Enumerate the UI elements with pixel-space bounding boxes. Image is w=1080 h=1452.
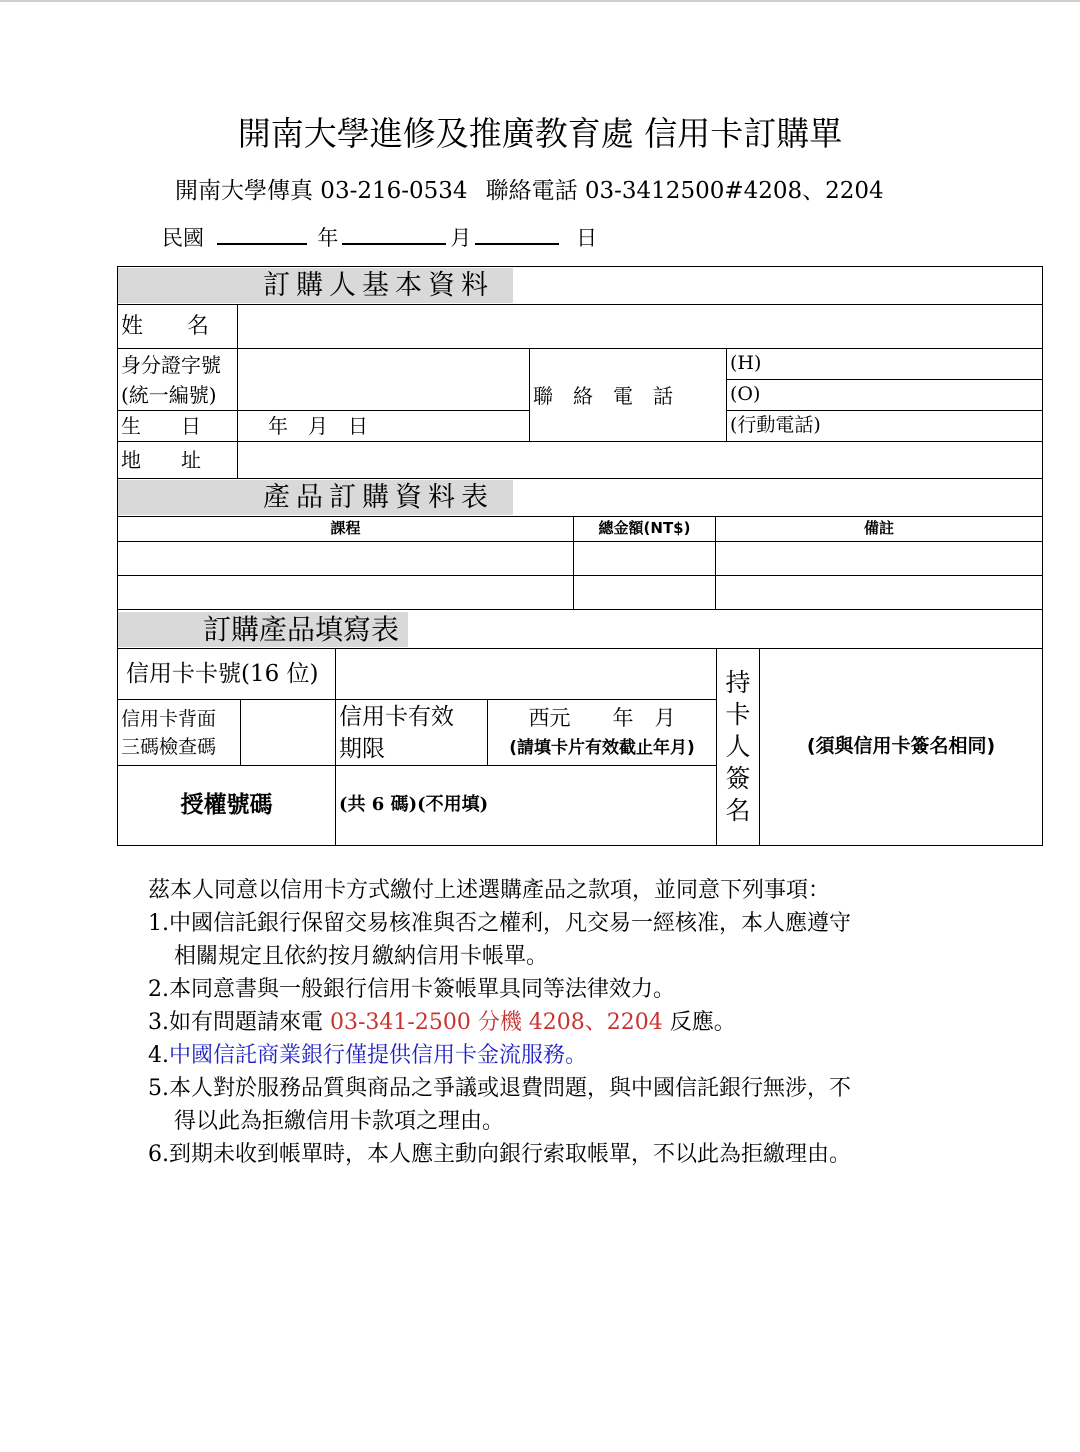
contact-phone-label: 聯 絡 電 話 bbox=[530, 349, 727, 442]
terms-item-5: 5.本人對於服務品質與商品之爭議或退費問題，與中國信託銀行無涉，不 bbox=[148, 1076, 851, 1101]
buyer-info-header bbox=[118, 267, 1043, 305]
buyer-info-table bbox=[117, 266, 1043, 479]
terms-item-1: 1.中國信託銀行保留交易核准與否之權利，凡交易一經核准，本人應遵守 bbox=[148, 911, 851, 936]
expiry-label-line2: 期限 bbox=[339, 735, 385, 762]
cvv-field[interactable] bbox=[241, 700, 336, 766]
remarks-cell[interactable] bbox=[716, 576, 1043, 610]
id-label-line1: 身分證字號 bbox=[121, 352, 221, 377]
id-label-line2: (統一編號) bbox=[121, 382, 217, 407]
cvv-label-line2: 三碼檢查碼 bbox=[121, 735, 217, 758]
holder-char: 卡 bbox=[725, 700, 751, 729]
section-heading: 產品訂購資料表 bbox=[118, 480, 513, 515]
day-label: 日 bbox=[576, 226, 598, 250]
amount-cell[interactable] bbox=[574, 542, 716, 576]
holder-char: 人 bbox=[725, 732, 751, 761]
id-field[interactable] bbox=[238, 349, 530, 411]
address-label: 地 址 bbox=[118, 442, 238, 479]
holder-char: 簽 bbox=[725, 764, 751, 793]
contact-line bbox=[175, 172, 884, 205]
terms-item-3-suffix: 反應。 bbox=[662, 1010, 736, 1035]
product-order-table bbox=[117, 478, 1043, 610]
section-heading: 訂購產品填寫表 bbox=[118, 612, 408, 647]
phone-mobile-field[interactable]: (行動電話) bbox=[727, 411, 1043, 442]
month-label: 月 bbox=[450, 226, 472, 250]
terms-item-2: 2.本同意書與一般銀行信用卡簽帳單具同等法律效力。 bbox=[148, 977, 675, 1002]
signature-field[interactable] bbox=[760, 649, 1043, 846]
terms-item-5-cont: 得以此為拒繳信用卡款項之理由。 bbox=[174, 1109, 505, 1134]
birthday-field[interactable]: 年 月 日 bbox=[238, 411, 530, 442]
terms-item-4-prefix: 4. bbox=[148, 1043, 169, 1068]
course-cell[interactable] bbox=[118, 576, 574, 610]
expiry-hint: (請填卡片有效截止年月) bbox=[509, 737, 695, 758]
holder-char: 持 bbox=[725, 668, 751, 697]
card-info-header bbox=[118, 610, 1043, 649]
name-field[interactable] bbox=[238, 305, 1043, 349]
day-blank[interactable] bbox=[475, 225, 559, 245]
top-border bbox=[0, 0, 1080, 2]
card-info-table bbox=[117, 609, 1043, 846]
fax-number: 開南大學傳真 03-216-0534 bbox=[175, 178, 468, 204]
amount-cell[interactable] bbox=[574, 576, 716, 610]
address-field[interactable] bbox=[238, 442, 1043, 479]
terms-intro: 茲本人同意以信用卡方式繳付上述選購產品之款項，並同意下列事項： bbox=[148, 878, 831, 903]
section-heading: 訂購人基本資料 bbox=[118, 268, 513, 303]
course-cell[interactable] bbox=[118, 542, 574, 576]
card-number-field[interactable] bbox=[336, 649, 717, 700]
expiry-field[interactable] bbox=[488, 700, 717, 766]
holder-char: 名 bbox=[725, 796, 751, 825]
auth-code-field[interactable]: (共 6 碼)(不用填) bbox=[336, 766, 717, 846]
phone-office-field[interactable]: (O) bbox=[727, 380, 1043, 411]
column-course: 課程 bbox=[118, 517, 574, 542]
date-prefix: 民國 bbox=[162, 226, 204, 250]
service-phone: 03-341-2500 分機 4208、2204 bbox=[329, 1010, 663, 1035]
card-number-label: 信用卡卡號(16 位) bbox=[118, 649, 336, 700]
remarks-cell[interactable] bbox=[716, 542, 1043, 576]
name-label: 姓 名 bbox=[118, 305, 238, 349]
expiry-label-line1: 信用卡有效 bbox=[339, 703, 454, 730]
bank-service-note: 中國信託商業銀行僅提供信用卡金流服務。 bbox=[169, 1043, 588, 1068]
column-remarks: 備註 bbox=[716, 517, 1043, 542]
year-label: 年 bbox=[317, 226, 339, 250]
year-blank[interactable] bbox=[217, 225, 307, 245]
id-label bbox=[118, 349, 238, 411]
signature-note: (須與信用卡簽名相同) bbox=[806, 735, 996, 758]
terms-item-3-prefix: 3.如有問題請來電 bbox=[148, 1010, 330, 1035]
form-title: 開南大學進修及推廣教育處 信用卡訂購單 bbox=[237, 114, 843, 153]
expiry-label bbox=[336, 700, 488, 766]
column-amount: 總金額(NT$) bbox=[574, 517, 716, 542]
expiry-year-month: 西元 年 月 bbox=[528, 705, 676, 730]
terms-item-3 bbox=[148, 1006, 851, 1039]
birthday-label: 生 日 bbox=[118, 411, 238, 442]
terms-notes bbox=[148, 874, 851, 1171]
cvv-label bbox=[118, 700, 241, 766]
product-order-header bbox=[118, 479, 1043, 517]
date-line bbox=[162, 222, 601, 252]
terms-item-1-cont: 相關規定且依約按月繳納信用卡帳單。 bbox=[174, 944, 549, 969]
auth-code-label: 授權號碼 bbox=[118, 766, 336, 846]
terms-item-4 bbox=[148, 1039, 851, 1072]
month-blank[interactable] bbox=[342, 225, 446, 245]
phone-number: 聯絡電話 03-3412500#4208、2204 bbox=[485, 178, 884, 204]
cvv-label-line1: 信用卡背面 bbox=[121, 707, 217, 730]
cardholder-signature-label bbox=[717, 649, 760, 846]
phone-home-field[interactable]: (H) bbox=[727, 349, 1043, 380]
terms-item-6: 6.到期未收到帳單時，本人應主動向銀行索取帳單，不以此為拒繳理由。 bbox=[148, 1142, 851, 1167]
